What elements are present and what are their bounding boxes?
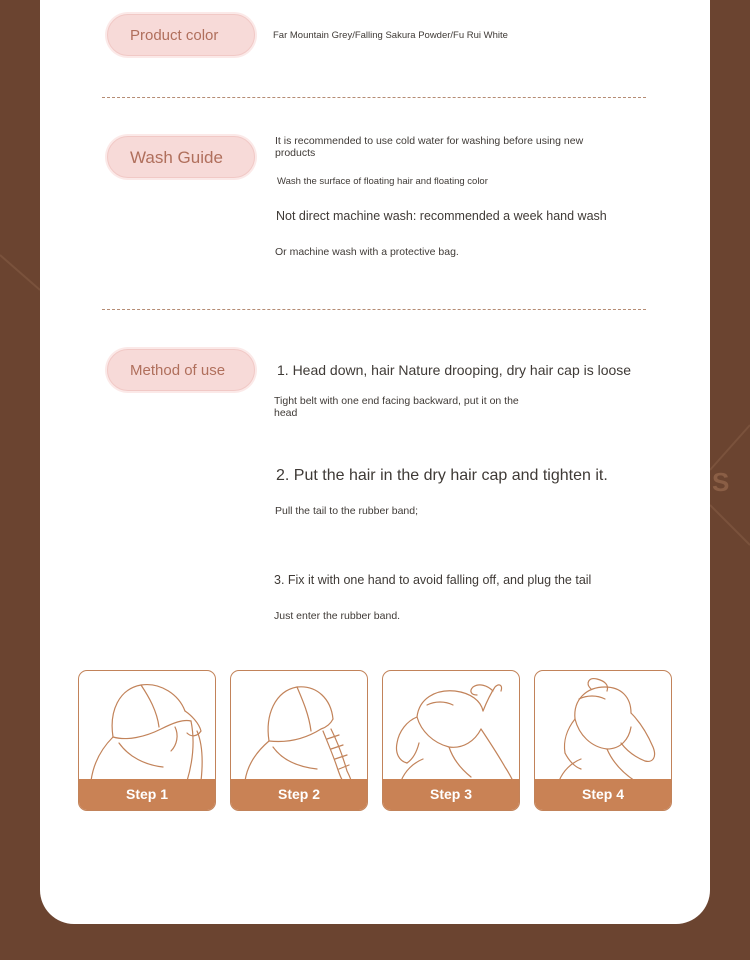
method-step-2-detail: Pull the tail to the rubber band; (275, 505, 419, 517)
step-card-4 (534, 670, 672, 811)
head-down-cap-illustration (79, 671, 215, 781)
tighten-cap-illustration (383, 671, 519, 781)
method-step-2-title: 2. Put the hair in the dry hair cap and tighten it. (276, 467, 608, 484)
step-2-label: Step 2 (231, 779, 367, 810)
method-step-3-detail: Just enter the rubber band. (274, 610, 401, 622)
step-4-label: Step 4 (535, 779, 671, 810)
twist-cap-illustration (231, 671, 367, 781)
step-card-2 (230, 670, 368, 811)
method-step-3-title: 3. Fix it with one hand to avoid falling off, and plug the tail (274, 573, 592, 587)
wash-guide-label: Wash Guide (107, 136, 255, 178)
step-card-3 (382, 670, 520, 811)
wash-guide-line-1: It is recommended to use cold water for washing before using new products (275, 135, 584, 159)
step-3-label: Step 3 (383, 779, 519, 810)
divider (102, 97, 646, 98)
step-card-1 (78, 670, 216, 811)
secure-cap-illustration (535, 671, 671, 781)
wash-guide-line-2: Wash the surface of floating hair and floating color (277, 176, 488, 187)
method-step-1-title: 1. Head down, hair Nature drooping, dry hair cap is loose (277, 362, 632, 378)
content-card (40, 0, 710, 924)
divider (102, 309, 646, 310)
method-of-use-label: Method of use (107, 349, 255, 391)
wash-guide-line-4: Or machine wash with a protective bag. (275, 246, 459, 258)
method-step-1-detail: Tight belt with one end facing backward, put it on the head (274, 395, 519, 419)
background-letter: S (712, 467, 730, 497)
wash-guide-line-3: Not direct machine wash: recommended a week hand wash (276, 209, 607, 223)
product-color-label: Product color (107, 14, 255, 56)
step-1-label: Step 1 (79, 779, 215, 810)
product-color-value: Far Mountain Grey/Falling Sakura Powder/Fu Rui White (273, 30, 508, 41)
